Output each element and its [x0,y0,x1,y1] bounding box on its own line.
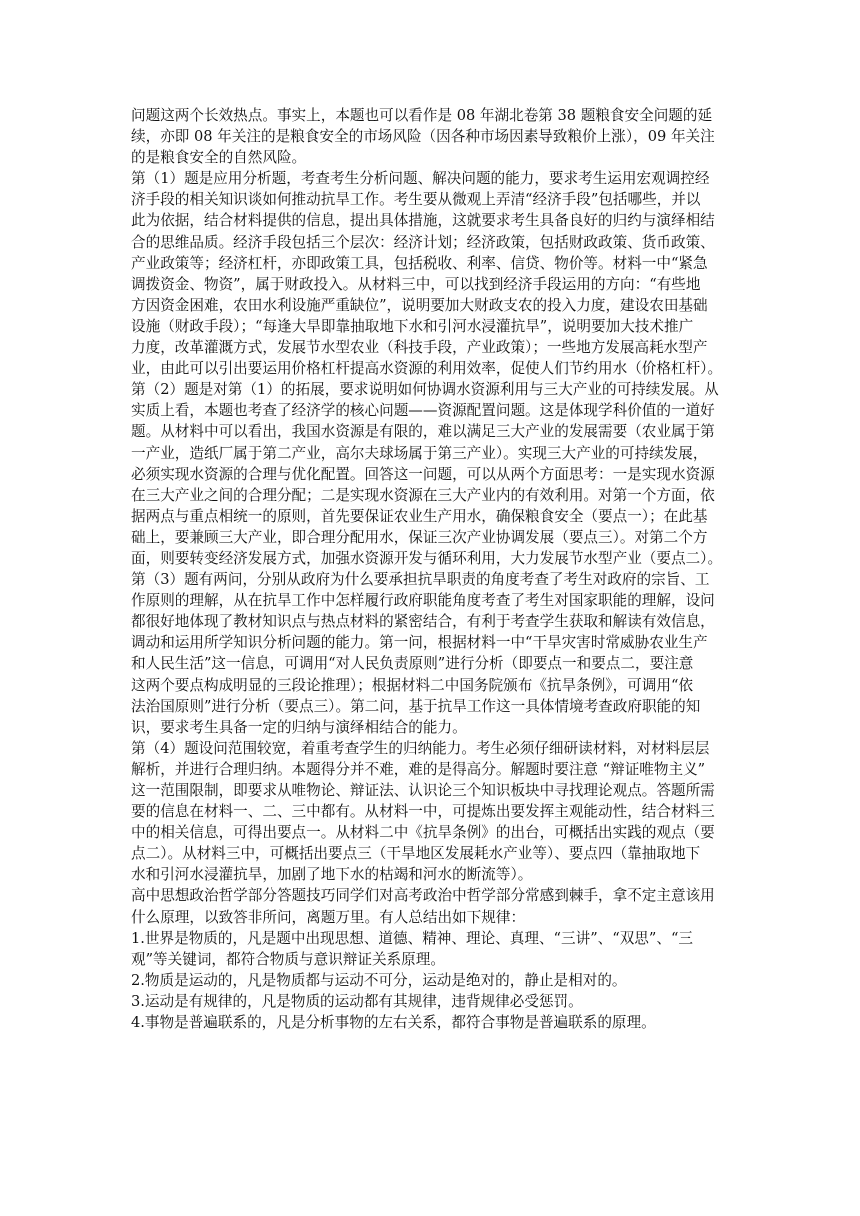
text-line: 第（3）题有两问，分别从政府为什么要承担抗旱职责的角度考查了考生对政府的宗旨、工 [131,571,710,589]
text-line: 都很好地体现了教材知识点与热点材料的紧密结合，有利于考查学生获取和解读有效信息， [131,613,715,631]
text-line: 调拨资金、物资”，属于财政投入。从材料三中，可以找到经济手段运用的方向：“有些地 [131,275,701,293]
text-line: 水和引河水浸灌抗旱，加剧了地下水的枯竭和河水的断流等）。 [131,866,533,884]
text-line: 合的思维品质。经济手段包括三个层次：经济计划；经济政策，包括财政政策、货币政策、 [131,233,715,251]
text-line: 法治国原则”进行分析（要点三）。第二问，基于抗旱工作这一具体情境考查政府职能的知 [131,697,701,715]
text-line: 这两个要点构成明显的三段论推理）；根据材料二中国务院颁布《抗旱条例》，可调用“依 [131,676,694,694]
text-line: 解析，并进行合理归纳。本题得分并不难，难的是得高分。解题时要注意 “辩证唯物主义” [131,760,706,778]
text-line: 础上，要兼顾三大产业，即合理分配用水，保证三次产业协调发展（要点三）。对第二个方 [131,528,708,546]
text-line: 一产业，造纸厂属于第二产业，高尔夫球场属于第三产业）。实现三大产业的可持续发展， [131,444,708,462]
text-line: 要的信息在材料一、二、三中都有。从材料一中，可提炼出要发挥主观能动性，结合材料三 [131,803,715,821]
text-line: 续，亦即 08 年关注的是粮食安全的市场风险（因各种市场因素导致粮价上涨），09 年关注 [131,128,715,146]
text-line: 产业政策等；经济杠杆，亦即政策工具，包括税收、利率、信贷、物价等。材料一中“紧急 [131,254,708,272]
text-line: 的是粮食安全的自然风险。 [131,149,307,167]
text-line: 什么原理，以致答非所问，离题万里。有人总结出如下规律： [131,908,526,926]
text-line: 方因资金困难，农田水利设施严重缺位”，说明要加大财政支农的投入力度，建设农田基础 [131,296,708,314]
text-line: 第（2）题是对第（1）的拓展，要求说明如何协调水资源利用与三大产业的可持续发展。从 [131,381,719,399]
text-line: 题。从材料中可以看出，我国水资源是有限的，难以满足三大产业的发展需要（农业属于第 [131,423,715,441]
text-line: 在三大产业之间的合理分配；二是实现水资源在三大产业内的有效利用。对第一个方面，依 [131,486,715,504]
text-line: 1.世界是物质的，凡是题中出现思想、道德、精神、理论、真理、“三讲”、“双思”、“三 [131,929,694,947]
text-line: 2.物质是运动的，凡是物质都与运动不可分，运动是绝对的，静止是相对的。 [131,971,627,989]
text-line: 设施（财政手段）；“每逢大旱即靠抽取地下水和引河水浸灌抗旱”，说明要加大技术推广 [131,317,694,335]
text-line: 作原则的理解，从在抗旱工作中怎样履行政府职能角度考查了考生对国家职能的理解，设问 [131,592,715,610]
text-line: 此为依据，结合材料提供的信息，提出具体措施，这就要求考生具备良好的归约与演绎相结 [131,212,715,230]
text-line: 业，由此可以引出要运用价格杠杆提高水资源的利用效率，促使人们节约用水（价格杠杆）。 [131,360,723,378]
text-line: 4.事物是普遍联系的，凡是分析事物的左右关系，都符合事物是普遍联系的原理。 [131,1014,656,1032]
text-line: 问题这两个长效热点。事实上，本题也可以看作是 08 年湖北卷第 38 题粮食安全问题的延 [131,107,713,124]
text-line: 力度，改革灌溉方式，发展节水型农业（科技手段，产业政策）；一些地方发展高耗水型产 [131,339,708,357]
text-line: 调动和运用所学知识分析问题的能力。第一问，根据材料一中“干旱灾害时常威胁农业生产 [131,634,708,652]
text-line: 点二）。从材料三中，可概括出要点三（干旱地区发展耗水产业等）、要点四（靠抽取地下 [131,845,701,863]
text-line: 第（4）题设问范围较宽，着重考查学生的归纳能力。考生必须仔细研读材料，对材料层层 [131,739,710,757]
text-line: 观”等关键词，都符合物质与意识辩证关系原理。 [131,950,445,968]
text-line: 面，则要转变经济发展方式，加强水资源开发与循环利用，大力发展节水型产业（要点二）。 [131,549,723,567]
text-line: 中的相关信息，可得出要点一。从材料二中《抗旱条例》的出台，可概括出实践的观点（要 [131,824,715,842]
text-line: 这一范围限制，即要求从唯物论、辩证法、认识论三个知识板块中寻找理论观点。答题所需 [131,782,715,799]
text-line: 实质上看，本题也考查了经济学的核心问题——资源配置问题。这是体现学科价值的一道好 [131,402,715,420]
text-line: 3.运动是有规律的，凡是物质的运动都有其规律，违背规律必受惩罚。 [131,992,583,1010]
text-line: 高中思想政治哲学部分答题技巧同学们对高考政治中哲学部分常感到棘手，拿不定主意该用 [131,887,715,905]
text-line: 识，要求考生具备一定的归纳与演绎相结合的能力。 [131,718,467,736]
text-line: 据两点与重点相统一的原则，首先要保证农业生产用水，确保粮食安全（要点一）；在此基 [131,507,708,525]
text-line: 济手段的相关知识谈如何推动抗旱工作。考生要从微观上弄清“经济手段”包括哪些，并以 [131,191,701,209]
text-line: 第（1）题是应用分析题，考查考生分析问题、解决问题的能力，要求考生运用宏观调控经 [131,170,710,188]
document-body [131,105,731,1033]
text-line: 和人民生活”这一信息，可调用“对人民负责原则”进行分析（即要点一和要点二，要注意 [131,655,694,673]
text-line: 必须实现水资源的合理与优化配置。回答这一问题，可以从两个方面思考：一是实现水资源 [131,465,715,483]
